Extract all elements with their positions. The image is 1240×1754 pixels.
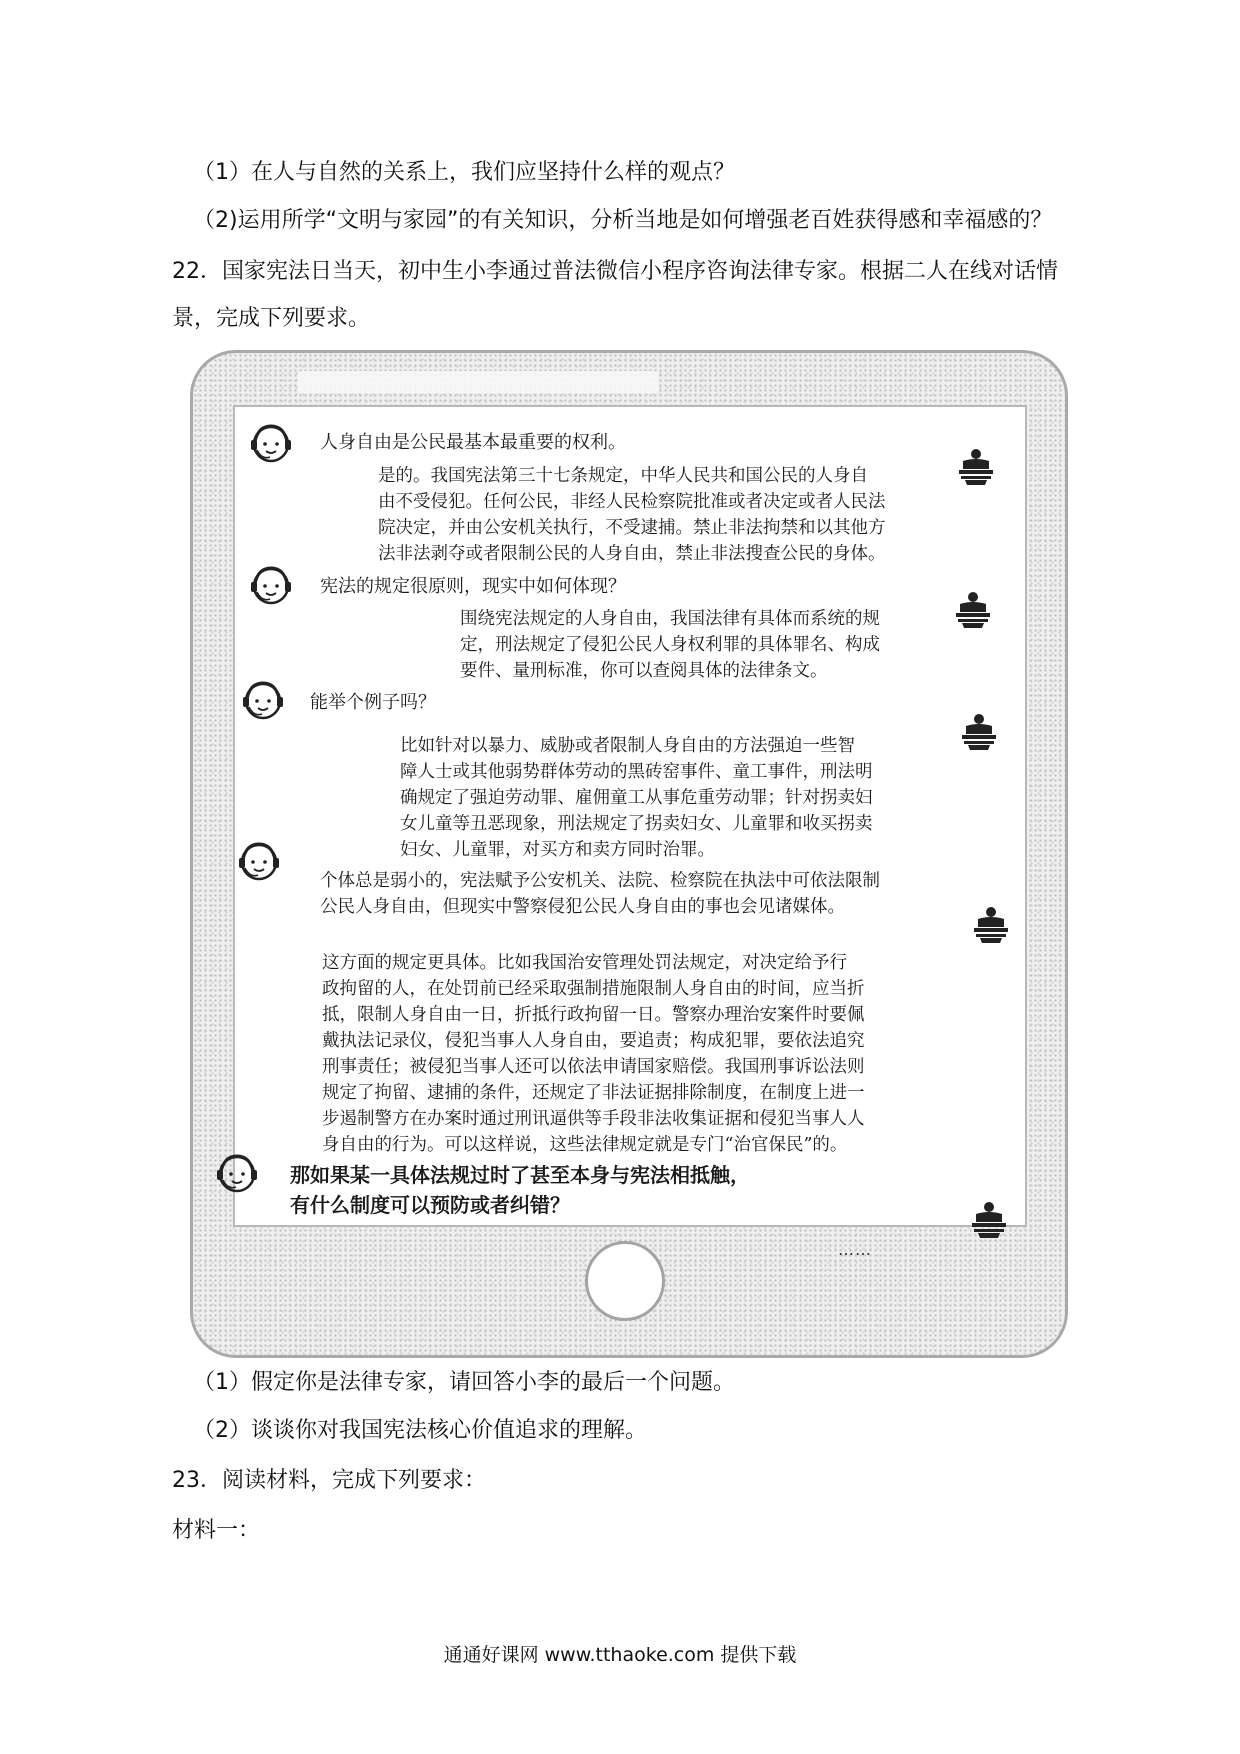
expert-avatar-icon [958,712,1000,752]
question-21-1: （1）在人与自然的关系上，我们应坚持什么样的观点？ [193,160,735,185]
user-message-5: 那如果某一具体法规过时了甚至本身与宪法相抵触， 有什么制度可以预防或者纠错？ [290,1163,750,1217]
expert-reply-3: 比如针对以暴力、威胁或者限制人身自由的方法强迫一些智 障人士或其他弱势群体劳动的黑砖窑事件、童工事件，刑法明 确规定了强迫劳动罪、雇佣童工从事危重劳动罪；针对拐卖妇 女儿童等丑恶现象，刑法规定了拐卖妇女、儿童罪和收买拐卖 妇女、儿童罪，对买方和卖方同时治罪。 [400,736,873,860]
question-22-line2: 景，完成下列要求。 [172,306,371,331]
expert-reply-2: 围绕宪法规定的人身自由，我国法律有具体而系统的规 定，刑法规定了侵犯公民人身权利罪的具体罪名、构成 要件、量刑标准，你可以查阅具体的法律条文。 [460,609,880,681]
expert-reply-4: 这方面的规定更具体。比如我国治安管理处罚法规定，对决定给予行 政拘留的人，在处罚前已经采取强制措施限制人身自由的时间，应当折 抵，限制人身自由一日，折抵行政拘留一日。警察办理治安案件时要佩 戴执法记录仪，侵犯当事人人身自由，要追责；构成犯罪，要依法追究 刑事责任；被侵犯当事人还可以依法申请国家赔偿。我国刑事诉讼法则 规定了拘留、逮捕的条件，还规定了非法证据排除制度，在制度上进一 步遏制警方在办案时通过刑讯逼供等手段非法收集证据和侵犯当事人人 身自由的行为。可以这样说，这些法律规定就是专门“治官保民”的。 [322,953,865,1155]
user-avatar-icon [248,562,294,608]
home-button-icon [585,1241,665,1321]
user-message-3: 能举个例子吗？ [310,692,436,713]
expert-avatar-icon [968,1200,1010,1240]
question-21-2: （2)运用所学“文明与家园”的有关知识，分析当地是如何增强老百姓获得感和幸福感的？ [193,208,1053,233]
question-22-2: （2）谈谈你对我国宪法核心价值追求的理解。 [193,1418,647,1443]
expert-avatar-icon [955,447,997,487]
footer-text: 通通好课网 www.tthaoke.com 提供下载 [443,1644,797,1666]
user-avatar-icon [240,677,286,723]
phone-top-bar [298,371,658,393]
user-avatar-icon [248,420,294,466]
question-22-line1: 22．国家宪法日当天，初中生小李通过普法微信小程序咨询法律专家。根据二人在线对话情 [172,259,1058,284]
material-one-label: 材料一： [172,1518,261,1543]
expert-avatar-icon [970,905,1012,945]
question-23: 23．阅读材料，完成下列要求： [172,1468,486,1493]
user-message-2: 宪法的规定很原则，现实中如何体现？ [320,576,626,597]
question-22-1: （1）假定你是法律专家，请回答小李的最后一个问题。 [193,1370,735,1395]
expert-reply-1: 是的。我国宪法第三十七条规定，中华人民共和国公民的人身自 由不受侵犯。任何公民，非经人民检察院批准或者决定或者人民法 院决定，并由公安机关执行，不受逮捕。禁止非法拘禁和以其他方 法非法剥夺或者限制公民的人身自由，禁止非法搜查公民的身体。 [378,466,886,564]
user-avatar-icon [214,1150,260,1196]
expert-typing-indicator: …… [838,1240,872,1259]
user-avatar-icon [236,838,282,884]
user-message-4: 个体总是弱小的，宪法赋予公安机关、法院、检察院在执法中可依法限制 公民人身自由，但现实中警察侵犯公民人身自由的事也会见诸媒体。 [320,871,880,917]
expert-avatar-icon [952,590,994,630]
user-message-1: 人身自由是公民最基本最重要的权利。 [320,432,626,453]
